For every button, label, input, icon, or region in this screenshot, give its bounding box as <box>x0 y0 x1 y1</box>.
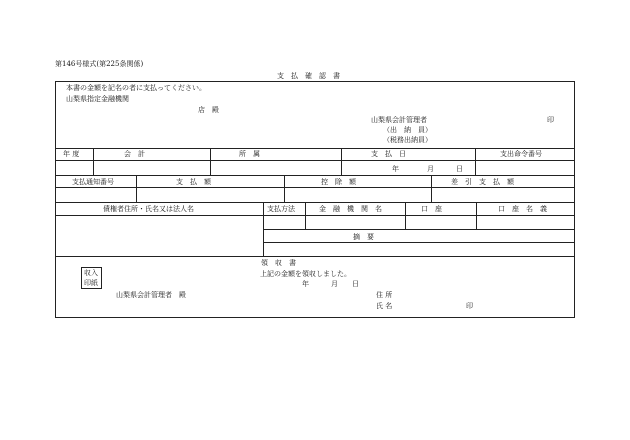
department-label: 所 属 <box>239 150 260 158</box>
request-text: 本書の金額を記名の者に支払ってください。 <box>66 84 206 92</box>
account-type-label: 口 座 <box>421 205 442 213</box>
col-line <box>476 202 477 229</box>
divider-header <box>55 148 575 149</box>
net-amount-label: 差 引 支 払 額 <box>451 178 514 186</box>
col-line <box>475 148 476 175</box>
manager-label: 山梨県会計管理者 <box>371 116 427 124</box>
bank-name: 山梨県指定金融機関 <box>66 95 129 103</box>
divider-row1-end <box>55 175 575 176</box>
creditor-label: 債権者住所・氏名又は法人名 <box>103 205 194 213</box>
payment-date-label: 支 払 日 <box>371 150 406 158</box>
receipt-addressee: 山梨県会計管理者 殿 <box>116 291 186 299</box>
col-line <box>405 202 406 229</box>
form-title: 支 払 確 認 書 <box>277 72 340 80</box>
stamp-line2: 印紙 <box>84 279 98 287</box>
divider-receipt <box>55 256 575 257</box>
institution-label: 金 融 機 関 名 <box>319 205 382 213</box>
form-frame <box>55 81 575 318</box>
account-holder-label: 口 座 名 義 <box>498 205 547 213</box>
summary-label: 摘 要 <box>353 233 374 241</box>
year-label: 年 度 <box>63 150 80 158</box>
deduction-label: 控 除 額 <box>321 178 356 186</box>
divider-summary-header <box>263 242 575 243</box>
payment-amount-label: 支 払 額 <box>176 178 211 186</box>
divider-row3-header <box>55 215 575 216</box>
divider-row2-end <box>55 202 575 203</box>
receipt-day: 日 <box>352 280 359 288</box>
col-line <box>210 148 211 175</box>
date-month: 月 <box>427 165 434 173</box>
name-label: 氏 名 <box>376 302 393 310</box>
order-number-label: 支出命令番号 <box>500 150 542 158</box>
date-day: 日 <box>456 165 463 173</box>
col-line <box>305 202 306 229</box>
address-label: 住 所 <box>376 291 393 299</box>
receipt-seal-label: 印 <box>466 302 473 310</box>
divider-row1-mid <box>55 160 575 161</box>
date-year: 年 <box>392 165 399 173</box>
stamp-line1: 収入 <box>84 269 98 277</box>
col-line <box>93 148 94 175</box>
receipt-statement: 上記の金額を領収しました。 <box>260 270 351 278</box>
receipt-month: 月 <box>331 280 338 288</box>
col-line <box>341 148 342 175</box>
account-label: 会 計 <box>124 150 145 158</box>
divider-row2-mid <box>55 187 575 188</box>
method-label: 支払方法 <box>267 205 295 213</box>
col-line <box>136 175 137 202</box>
col-line <box>431 175 432 202</box>
receipt-title: 領 収 書 <box>261 259 296 267</box>
tax-cashier-label: （税務出納員） <box>383 136 432 144</box>
col-line <box>263 202 264 256</box>
cashier-label: （出 納 員） <box>383 126 432 134</box>
col-line <box>284 175 285 202</box>
form-number: 第146号様式(第225条関係) <box>55 60 144 68</box>
notice-number-label: 支払通知番号 <box>72 178 114 186</box>
receipt-year: 年 <box>302 280 309 288</box>
branch-label: 店 殿 <box>198 106 219 114</box>
divider-row3-mid <box>263 229 575 230</box>
seal-label: 印 <box>547 116 554 124</box>
